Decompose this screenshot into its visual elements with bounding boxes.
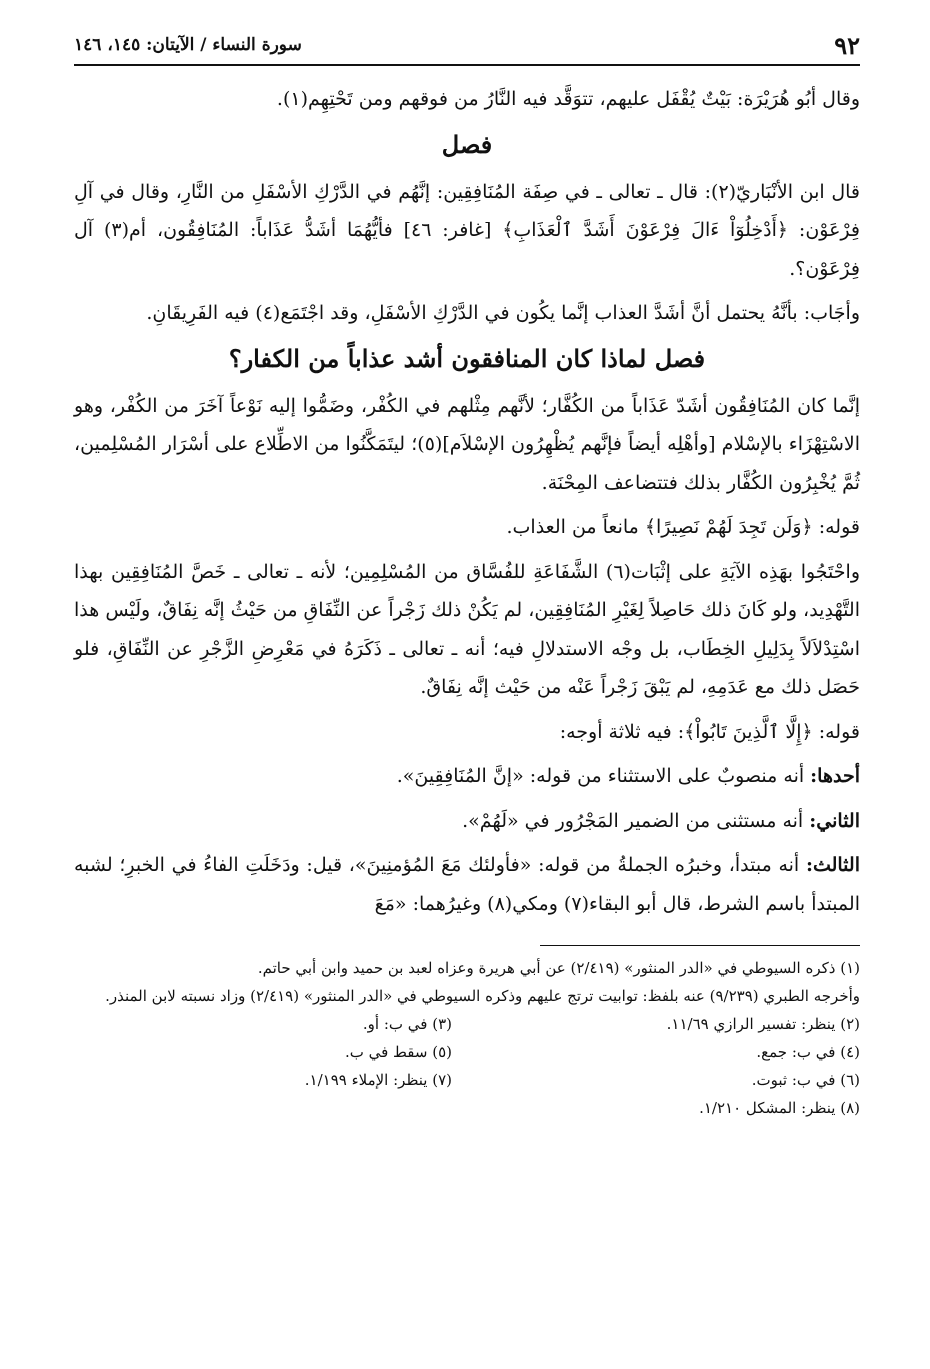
paragraph-9 <box>74 802 860 841</box>
footnote-1-continued: وأخرجه الطبري (٩/٢٣٩) عنه بلفظ: توابيت ترتج عليهم وذكره السيوطي في «الدر المنثور» (٢/٤١٩) وزاد نسبته لابن المنذر. <box>105 987 860 1005</box>
footnote-grid <box>74 1010 860 1122</box>
paragraph-1: وقال أبُو هُرَيْرَة: بَيْتٌ يُقْفَل عليهم، تتوَقَّد فيه النَّارُ من فوقهم ومن تَحْتِهِم(١). <box>276 88 860 110</box>
footnote-4: (٤) في ب: جمع. <box>756 1043 860 1061</box>
footnote-2: (٢) ينظر: تفسير الرازي ١١/٦٩. <box>666 1015 860 1033</box>
paragraph-8-text: أنه منصوبٌ على الاستثناء من قوله: «إنَّ المُنَافِقِينَ». <box>396 765 811 787</box>
paragraph-2: قال ابن الأنْبَاريّ(٢): قال ـ تعالى ـ في صِفَة المُنَافِقِين: إنَّهُم في الدَّرْكِ الأسْفَلِ من النَّارِ، وقال في آلِ فِرْعَوْن: ﴿أَدْخِلُوٓاْ ءَالَ فِرْعَوْنَ أَشَدَّ ٱلْعَذَابِ﴾ [غافر: ٤٦] فأيُّهُمَا أشَدُّ عَذَاباً: المُنَافِقُون، أم(٣) آل فِرْعَوْن؟. <box>74 180 861 280</box>
paragraph-3: وأجَاب: بأنَّهُ يحتمل أنَّ أشَدَّ العذاب إنَّما يكُون في الدَّرْكِ الأسْفَلِ، وقد اجْتَمَع(٤) فيه الفَرِيقَانِ. <box>146 302 860 324</box>
page-number: ٩٢ <box>834 30 860 60</box>
label-first: أحدها: <box>810 765 860 787</box>
footnotes <box>74 954 860 1122</box>
paragraph-4: إنَّما كان المُنَافِقُون أشَدّ عَذَاباً من الكُفَّار؛ لأنَّهم مِثْلهم في الكُفْر، وضَمُّوا إليه نَوْعاً آخَرَ من الكُفْر، وهو الاسْتِهْزَاء بالإسْلام [وأهْلِه أيضاً فإنَّهم يُظْهِرُون الإسْلاَم](٥)؛ ليتَمَكَّنُوا من الاطِّلاع على أسْرَار المُسْلِمين، ثُمَّ يُخْبِرُون الكُفَّار بذلك فتتضاعف المِحْنَة. <box>74 394 860 494</box>
footnote-7: (٧) ينظر: الإملاء ١/١٩٩. <box>304 1071 452 1089</box>
paragraph-8 <box>74 757 860 796</box>
footnote-separator <box>540 945 860 946</box>
footnote-1: (١) ذكره السيوطي في «الدر المنثور» (٢/٤١٩) عن أبي هريرة وعزاه لعبد بن حميد وابن أبي حاتم. <box>257 959 860 977</box>
footnote-3: (٣) في ب: أو. <box>362 1015 452 1033</box>
footnote-8: (٨) ينظر: المشكل ١/٢١٠. <box>699 1099 860 1117</box>
paragraph-9-text: أنه مستثنى من الضمير المَجْرُور في «لَهُمْ». <box>462 809 810 832</box>
paragraph-5: قوله: ﴿وَلَن تَجِدَ لَهُمْ نَصِيرًا﴾ مانعاً من العذاب. <box>506 516 860 538</box>
page <box>74 28 860 1348</box>
label-third: الثالث: <box>805 854 860 876</box>
label-second: الثاني: <box>809 809 860 832</box>
page-body <box>74 66 860 923</box>
section-heading-why: فصل لماذا كان المنافقون أشد عذاباً من الكفار؟ <box>228 343 706 373</box>
footnote-5: (٥) سقط في ب. <box>344 1043 452 1061</box>
running-title: سورة النساء / الآيتان: ١٤٥، ١٤٦ <box>74 35 302 55</box>
section-heading-fasl: فصل <box>441 129 493 159</box>
paragraph-10 <box>74 846 860 923</box>
page-header <box>74 28 860 66</box>
paragraph-10-text: أنه مبتدأ، وخبرُه الجملةُ من قوله: «فأولئك مَعَ المُؤمنِينَ»، قيل: ودَخَلَتِ الفاءُ في الخبرِ؛ لشبه المبتدأ باسم الشرط، قال أبو البقاء(٧) ومكي(٨) وغيرُهما: «مَعَ <box>74 854 860 915</box>
footnote-6: (٦) في ب: ثبوت. <box>751 1071 860 1089</box>
paragraph-7: قوله: ﴿إِلَّا ٱلَّذِينَ تَابُواْ﴾: فيه ثلاثة أوجه: <box>559 720 860 743</box>
paragraph-6: واحْتَجُوا بهَذِه الآيَةِ على إثْبَات(٦) الشَّفَاعَةِ للفُسَّاق من المُسْلِمِين؛ لأنه ـ تعالى ـ خَصَّ المُنَافِقِين بهذا التَّهْدِيد، ولو كَانَ ذلك حَاصِلاً لِغَيْرِ المُنَافِقِين، لم يَكُنْ ذلك زَجْراً عن النِّفَاقِ من حَيْثُ إنَّه نِفَاقٌ، ولَيْس هذا اسْتِدْلاَلاً بِدَلِيلِ الخِطَاب، بل وجْه الاستدلالِ فيه؛ أنه ـ تعالى ـ ذَكَرَهُ في مَعْرِضِ الزَّجْرِ عن النِّفَاقِ، فلو حَصَل ذلك مع عَدَمِهِ، لم يَبْقَ زَجْراً عَنْه من حَيْث إنَّه نِفَاقٌ. <box>74 560 860 698</box>
